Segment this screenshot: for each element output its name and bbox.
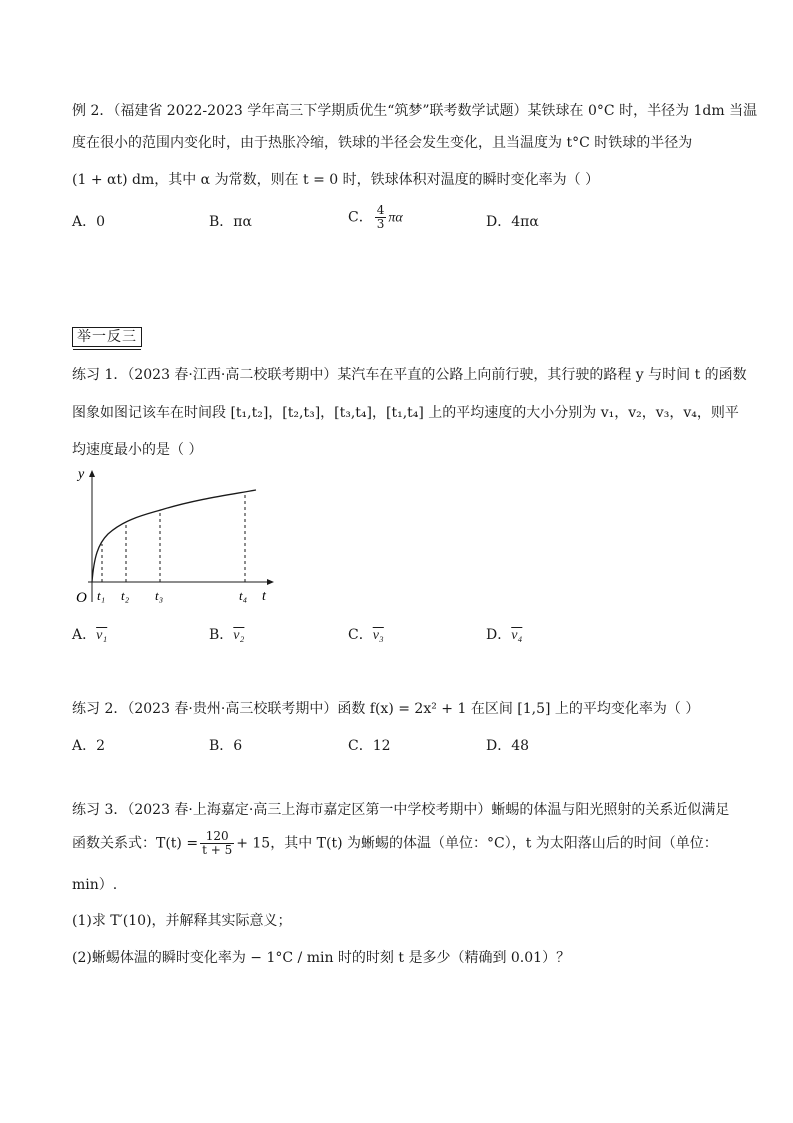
practice3-line-2-prefix: 函数关系式：T(t) =	[72, 835, 199, 852]
example2-option-c[interactable]	[348, 204, 403, 231]
option-c-prefix: C．	[348, 209, 373, 226]
distance-curve	[92, 490, 256, 582]
practice1-option-a[interactable]	[72, 625, 107, 646]
practice2-option-d[interactable]: D．48	[486, 738, 530, 754]
practice3-line-2-suffix: + 15，其中 T(t) 为蜥蜴的体温（单位：°C），t 为太阳落山后的时间（单位：	[236, 835, 718, 852]
practice2-line-1: 练习 2．（2023 春·贵州·高三校联考期中）函数 f(x) = 2x² + 1 在区间 [1,5] 上的平均变化率为（ ）	[72, 701, 700, 717]
option-d-prefix: D．	[486, 627, 512, 643]
tick-label-t3: t₃	[155, 588, 164, 603]
fraction-denominator: t + 5	[202, 843, 233, 857]
option-c-fraction	[375, 204, 387, 231]
fraction-denominator: 3	[376, 217, 385, 231]
option-a-prefix: A．	[72, 627, 97, 643]
option-c-prefix: C．	[348, 627, 373, 643]
fraction-numerator: 120	[200, 830, 234, 844]
practice1-line-2: 图象如图记该车在时间段 [t₁,t₂]，[t₂,t₃]，[t₃,t₄]，[t₁,t₄] 上的平均速度的大小分别为 v₁，v₂，v₃，v₄，则平	[72, 405, 739, 421]
practice2-option-c[interactable]: C．12	[348, 738, 391, 754]
t-axis-label: t	[262, 589, 266, 604]
practice1-option-c[interactable]	[348, 625, 384, 646]
x-axis-arrow	[267, 579, 274, 585]
option-b-var: v₂	[233, 628, 245, 643]
option-c-suffix: πα	[388, 210, 403, 226]
temperature-fraction	[200, 830, 234, 857]
fraction-numerator: 4	[376, 203, 385, 217]
practice3-line-2	[72, 830, 718, 857]
option-c-var: v₃	[372, 628, 384, 643]
y-axis-arrow	[89, 470, 95, 477]
tick-label-t2: t₂	[121, 588, 130, 603]
practice1-option-b[interactable]	[209, 625, 244, 646]
tick-label-t4: t₄	[239, 588, 248, 603]
practice3-question-1: (1)求 T′(10)，并解释其实际意义；	[72, 913, 292, 929]
example2-option-d[interactable]: D．4πα	[486, 214, 539, 230]
example2-option-b[interactable]: B．πα	[209, 214, 252, 230]
example2-line-1: 例 2．（福建省 2022-2023 学年高三下学期质优生“筑梦”联考数学试题）某铁球在 0°C 时，半径为 1dm 当温	[72, 103, 758, 119]
practice2-option-b[interactable]: B．6	[209, 738, 243, 754]
option-d-var: v₄	[511, 628, 523, 643]
tick-label-t1: t₁	[97, 588, 106, 603]
example2-line-3: (1 + αt) dm，其中 α 为常数，则在 t = 0 时，铁球体积对温度的瞬时变化率为（ ）	[72, 172, 600, 188]
y-axis-label: y	[78, 467, 85, 482]
example2-option-a[interactable]: A．0	[72, 214, 106, 230]
example2-line-2: 度在很小的范围内变化时，由于热胀冷缩，铁球的半径会发生变化，且当温度为 t°C 时铁球的半径为	[72, 135, 693, 151]
option-a-var: v₁	[96, 628, 108, 643]
option-b-prefix: B．	[209, 627, 234, 643]
practice1-line-1: 练习 1．（2023 春·江西·高二校联考期中）某汽车在平直的公路上向前行驶，其行驶的路程 y 与时间 t 的函数	[72, 367, 747, 383]
origin-label: O	[76, 590, 87, 606]
practice1-line-3: 均速度最小的是（ ）	[72, 442, 203, 458]
section-tag: 举一反三	[72, 327, 142, 347]
practice2-option-a[interactable]: A．2	[72, 738, 106, 754]
practice3-question-2: (2)蜥蜴体温的瞬时变化率为 − 1°C / min 时的时刻 t 是多少（精确到 0.01）？	[72, 950, 571, 966]
practice3-line-1: 练习 3．（2023 春·上海嘉定·高三上海市嘉定区第一中学校考期中）蜥蜴的体温与阳光照射的关系近似满足	[72, 802, 730, 818]
distance-time-graph	[68, 462, 278, 612]
practice3-line-3: min）.	[72, 877, 118, 893]
practice1-option-d[interactable]	[486, 625, 522, 646]
